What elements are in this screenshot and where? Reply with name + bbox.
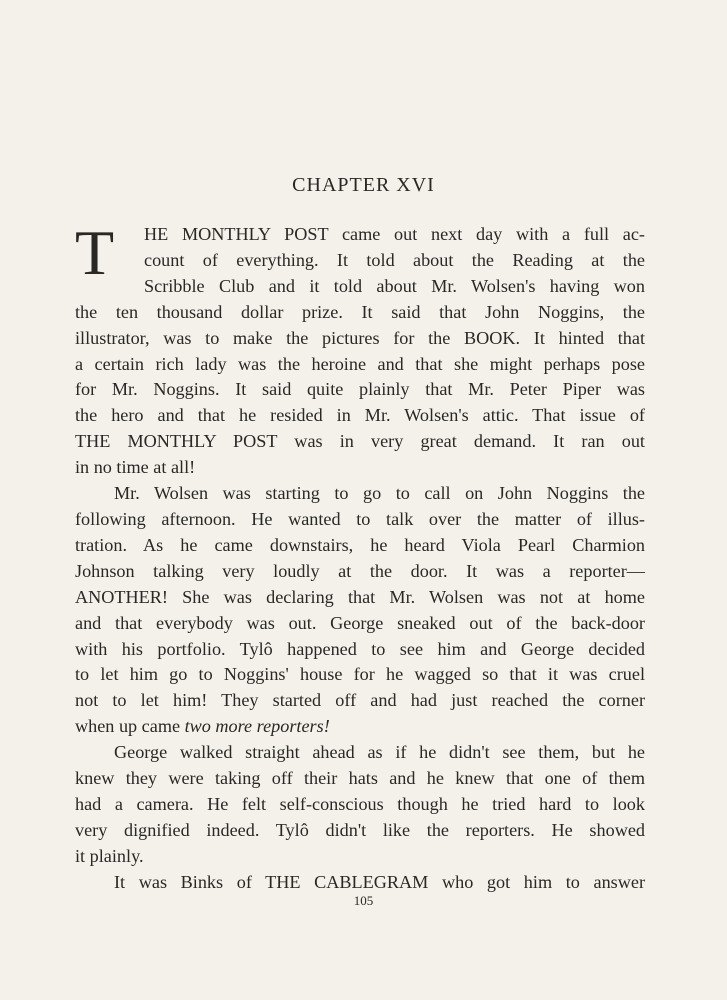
text-line: the hero and that he resided in Mr. Wolsen's attic. That issue of — [75, 405, 645, 426]
chapter-heading: CHAPTER XVI — [292, 174, 435, 196]
text-line: Johnson talking very loudly at the door. It was a reporter— — [75, 560, 645, 581]
body-text — [75, 217, 645, 896]
text-segment: when up came — [75, 716, 185, 737]
text-line: it plainly. — [75, 845, 144, 866]
text-line: to let him go to Noggins' house for he wagged so that it was cruel — [75, 664, 645, 685]
text-line: the ten thousand dollar prize. It said that John Noggins, the — [75, 301, 645, 322]
text-line: knew they were taking off their hats and he knew that one of them — [75, 768, 645, 789]
text-line: Scribble Club and it told about Mr. Wolsen's having won — [144, 275, 645, 296]
text-line: and that everybody was out. George sneaked out of the back-door — [75, 612, 645, 633]
text-line: not to let him! They started off and had just reached the corner — [75, 690, 645, 711]
italic-text: two more reporters! — [184, 716, 330, 737]
text-line: It was Binks of THE CABLEGRAM who got him to answer — [114, 871, 645, 892]
text-line: count of everything. It told about the Reading at the — [144, 249, 645, 270]
text-line: George walked straight ahead as if he didn't see them, but he — [114, 742, 645, 763]
text-line: with his portfolio. Tylô happened to see him and George decided — [75, 638, 645, 659]
text-line: HE MONTHLY POST came out next day with a full ac- — [144, 224, 645, 244]
drop-cap: T — [75, 217, 115, 288]
text-line: Mr. Wolsen was starting to go to call on John Noggins the — [114, 483, 645, 504]
text-line: a certain rich lady was the heroine and that she might perhaps pose — [75, 353, 645, 374]
page-number: 105 — [353, 893, 374, 908]
text-line: very dignified indeed. Tylô didn't like the reporters. He showed — [75, 819, 645, 840]
text-line: following afternoon. He wanted to talk over the matter of illus- — [75, 508, 645, 529]
text-line — [75, 714, 645, 740]
text-line: had a camera. He felt self-conscious though he tried hard to look — [75, 793, 645, 814]
text-line: tration. As he came downstairs, he heard Viola Pearl Charmion — [75, 534, 645, 555]
text-line: illustrator, was to make the pictures for the BOOK. It hinted that — [75, 327, 645, 348]
text-line: in no time at all! — [75, 457, 196, 478]
text-line: ANOTHER! She was declaring that Mr. Wolsen was not at home — [75, 586, 645, 607]
text-line: for Mr. Noggins. It said quite plainly that Mr. Peter Piper was — [75, 379, 645, 400]
text-line: THE MONTHLY POST was in very great demand. It ran out — [75, 431, 645, 452]
